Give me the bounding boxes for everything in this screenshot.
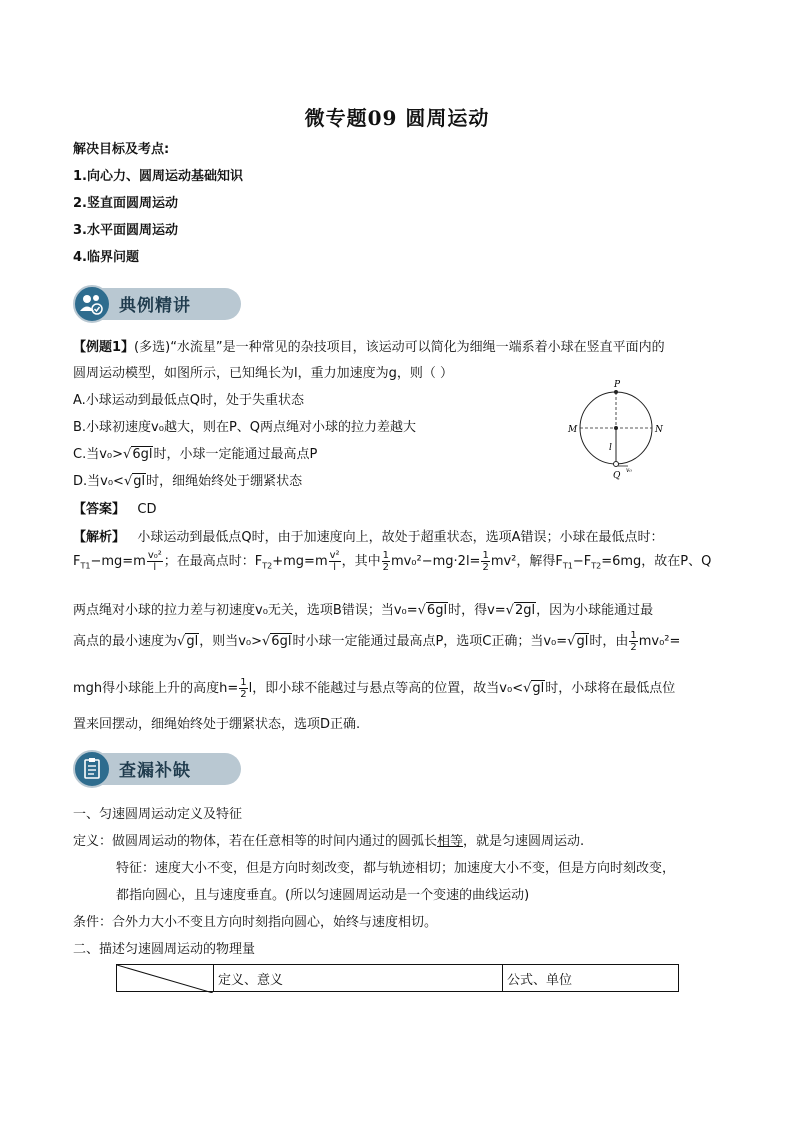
- condition: 条件：合外力大小不变且方向时刻指向圆心，始终与速度相切。: [73, 915, 438, 930]
- goal-item: 4.临界问题: [73, 250, 139, 265]
- quantities-table: [116, 964, 679, 992]
- circle-figure: [560, 378, 670, 483]
- goals-heading: 解决目标及考点:: [73, 142, 170, 157]
- banner-label: 典例精讲: [119, 296, 191, 316]
- review-heading-1: 一、匀速圆周运动定义及特征: [73, 807, 243, 822]
- feature-line2: 都指向圆心，且与速度垂直。(所以匀速圆周运动是一个变速的曲线运动): [116, 888, 530, 903]
- option-c: C.当v₀>√6gl时，小球一定能通过最高点P: [73, 447, 318, 462]
- goal-item: 1.向心力、圆周运动基础知识: [73, 169, 243, 184]
- clipboard-icon: [73, 750, 111, 788]
- goal-item: 3.水平面圆周运动: [73, 223, 178, 238]
- people-check-icon: [73, 285, 111, 323]
- table-header-cell: 公式、单位: [503, 965, 679, 992]
- option-b: B.小球初速度v₀越大，则在P、Q两点绳对小球的拉力差越大: [73, 420, 417, 435]
- table-header-cell: 定义、意义: [214, 965, 503, 992]
- feature-line1: 特征：速度大小不变，但是方向时刻改变，都与轨迹相切；加速度大小不变，但是方向时刻改变，: [116, 861, 676, 876]
- label-m: M: [568, 425, 578, 435]
- review-heading-2: 二、描述匀速圆周运动的物理量: [73, 942, 256, 957]
- label-n: N: [655, 425, 663, 435]
- label-v0: v₀: [626, 467, 632, 474]
- analysis-line4: 高点的最小速度为√gl，则当v₀>√6gl时小球一定能通过最高点P，选项C正确；当v₀=√gl时，由 $\frac{1}{2}$ mv₀²=: [73, 630, 681, 653]
- answer: 【答案】 CD: [73, 502, 157, 517]
- label-p: P: [614, 380, 621, 390]
- section-banner-examples: [73, 285, 241, 323]
- analysis-line2: $F_{T1}-mg=m$ $\frac{\text{v₀²}}{l}$ ；在最高点时：$F_{T2}+mg=m$ $\frac{\text{v²}}{l}$ ，其中 $\frac{1}{2}$ mv₀²−mg·2l= $\frac{1}{2}$ mv²，解得$F_{T1}-F_{T2}=6mg$，故在P、Q: [73, 550, 712, 573]
- option-a: A.小球运动到最低点Q时，处于失重状态: [73, 393, 305, 408]
- analysis-line3: 两点绳对小球的拉力差与初速度v₀无关，选项B错误；当v₀=√6gl时，得v=√2gl，因为小球能通过最: [73, 603, 654, 618]
- analysis-line5: mgh得小球能上升的高度h= $\frac{1}{2}$ l，即小球不能越过与悬点等高的位置，故当v₀<√gl时，小球将在最低点位: [73, 677, 676, 700]
- table-corner-cell: [117, 965, 214, 992]
- banner-label: 查漏补缺: [119, 761, 191, 781]
- table-row: [117, 965, 679, 992]
- option-d: D.当v₀<√gl时，细绳始终处于绷紧状态: [73, 474, 303, 489]
- goal-item: 2.竖直面圆周运动: [73, 196, 178, 211]
- example-line1: 【例题1】(多选)“水流星”是一种常见的杂技项目，该运动可以简化为细绳一端系着小球在竖直平面内的: [73, 340, 665, 355]
- definition: 定义：做圆周运动的物体，若在任意相等的时间内通过的圆弧长相等，就是匀速圆周运动.: [73, 834, 585, 849]
- label-l: l: [609, 443, 612, 453]
- label-q: Q: [613, 471, 621, 481]
- example-line2: 圆周运动模型，如图所示，已知绳长为l，重力加速度为g，则（ ）: [73, 366, 453, 381]
- page-title: 微专题09 圆周运动: [304, 106, 490, 130]
- analysis-line6: 置来回摆动，细绳始终处于绷紧状态，选项D正确.: [73, 717, 361, 732]
- analysis-line1: 【解析】 小球运动到最低点Q时，由于加速度向上，故处于超重状态，选项A错误；小球在最低点时：: [73, 530, 664, 545]
- section-banner-review: [73, 750, 241, 788]
